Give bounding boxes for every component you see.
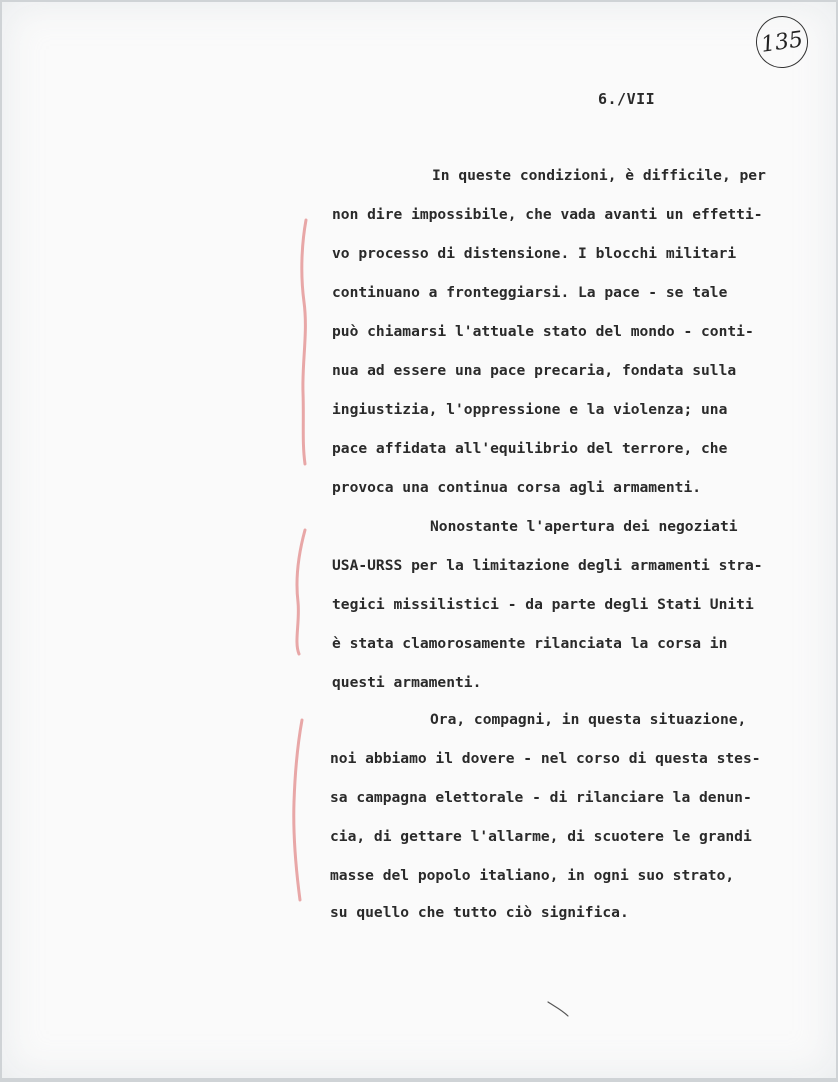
page-stamp [753,13,812,72]
page-stamp-number: 135 [759,26,805,58]
text-line: non dire impossibile, che vada avanti un effetti- [332,206,763,223]
text-line: è stata clamorosamente rilanciata la corsa in [332,635,728,652]
text-line: questi armamenti. [332,674,482,691]
text-line: noi abbiamo il dovere - nel corso di questa stes- [330,750,761,767]
text-line: cia, di gettare l'allarme, di scuotere le grandi [330,828,752,845]
text-line: vo processo di distensione. I blocchi militari [332,245,737,262]
text-line: nua ad essere una pace precaria, fondata sulla [332,362,737,379]
text-line: tegici missilistici - da parte degli Stati Uniti [332,596,754,613]
margin-mark [302,220,306,464]
text-line: masse del popolo italiano, in ogni suo strato, [330,867,735,884]
page-number: 6./VII [598,90,656,108]
text-line: provoca una continua corsa agli armamenti. [332,479,702,496]
text-line: può chiamarsi l'attuale stato del mondo - conti- [332,323,754,340]
text-line: sa campagna elettorale - di rilanciare la denun- [330,789,752,806]
typewritten-page [2,2,836,1078]
text-line: In queste condizioni, è difficile, per [432,167,766,184]
text-line: Nonostante l'apertura dei negoziati [430,518,738,535]
margin-mark [294,720,302,900]
text-line: continuano a fronteggiarsi. La pace - se tale [332,284,728,301]
text-line: ingiustizia, l'oppressione e la violenza; una [332,401,728,418]
text-line: pace affidata all'equilibrio del terrore, che [332,440,728,457]
text-line: su quello che tutto ciò significa. [330,904,629,921]
text-line: USA-URSS per la limitazione degli armamenti stra- [332,557,763,574]
margin-mark [297,530,305,654]
text-line: Ora, compagni, in questa situazione, [430,711,747,728]
